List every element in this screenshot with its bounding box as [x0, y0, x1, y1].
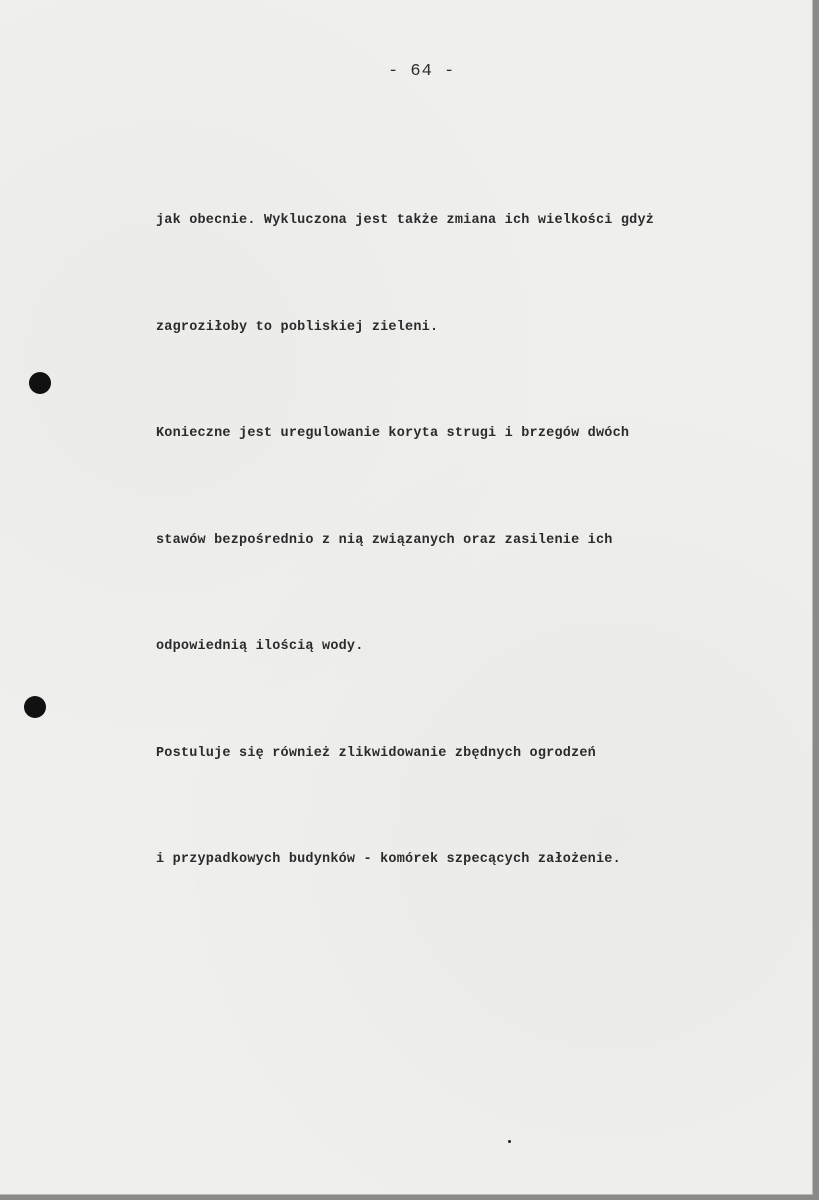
text-line: Konieczne jest uregulowanie koryta strugi i brzegów dwóch — [156, 426, 630, 441]
text-line: jak obecnie. Wykluczona jest także zmiana ich wielkości gdyż — [156, 213, 655, 228]
punch-hole — [29, 372, 51, 394]
text-line: Postuluje się również zlikwidowanie zbędnych ogrodzeń — [156, 745, 596, 761]
text-line: odpowiednią ilością wody. — [156, 639, 364, 654]
text-line: stawów bezpośrednio z nią związanych oraz zasilenie ich — [156, 532, 613, 548]
text-line: i przypadkowych budynków - komórek szpecących założenie. — [156, 852, 621, 867]
ink-speck — [508, 1140, 511, 1143]
punch-hole — [24, 696, 46, 718]
typed-text — [156, 132, 796, 949]
page-number: - 64 - — [388, 62, 456, 81]
text-line: zagroziłoby to pobliskiej zieleni. — [156, 319, 439, 335]
